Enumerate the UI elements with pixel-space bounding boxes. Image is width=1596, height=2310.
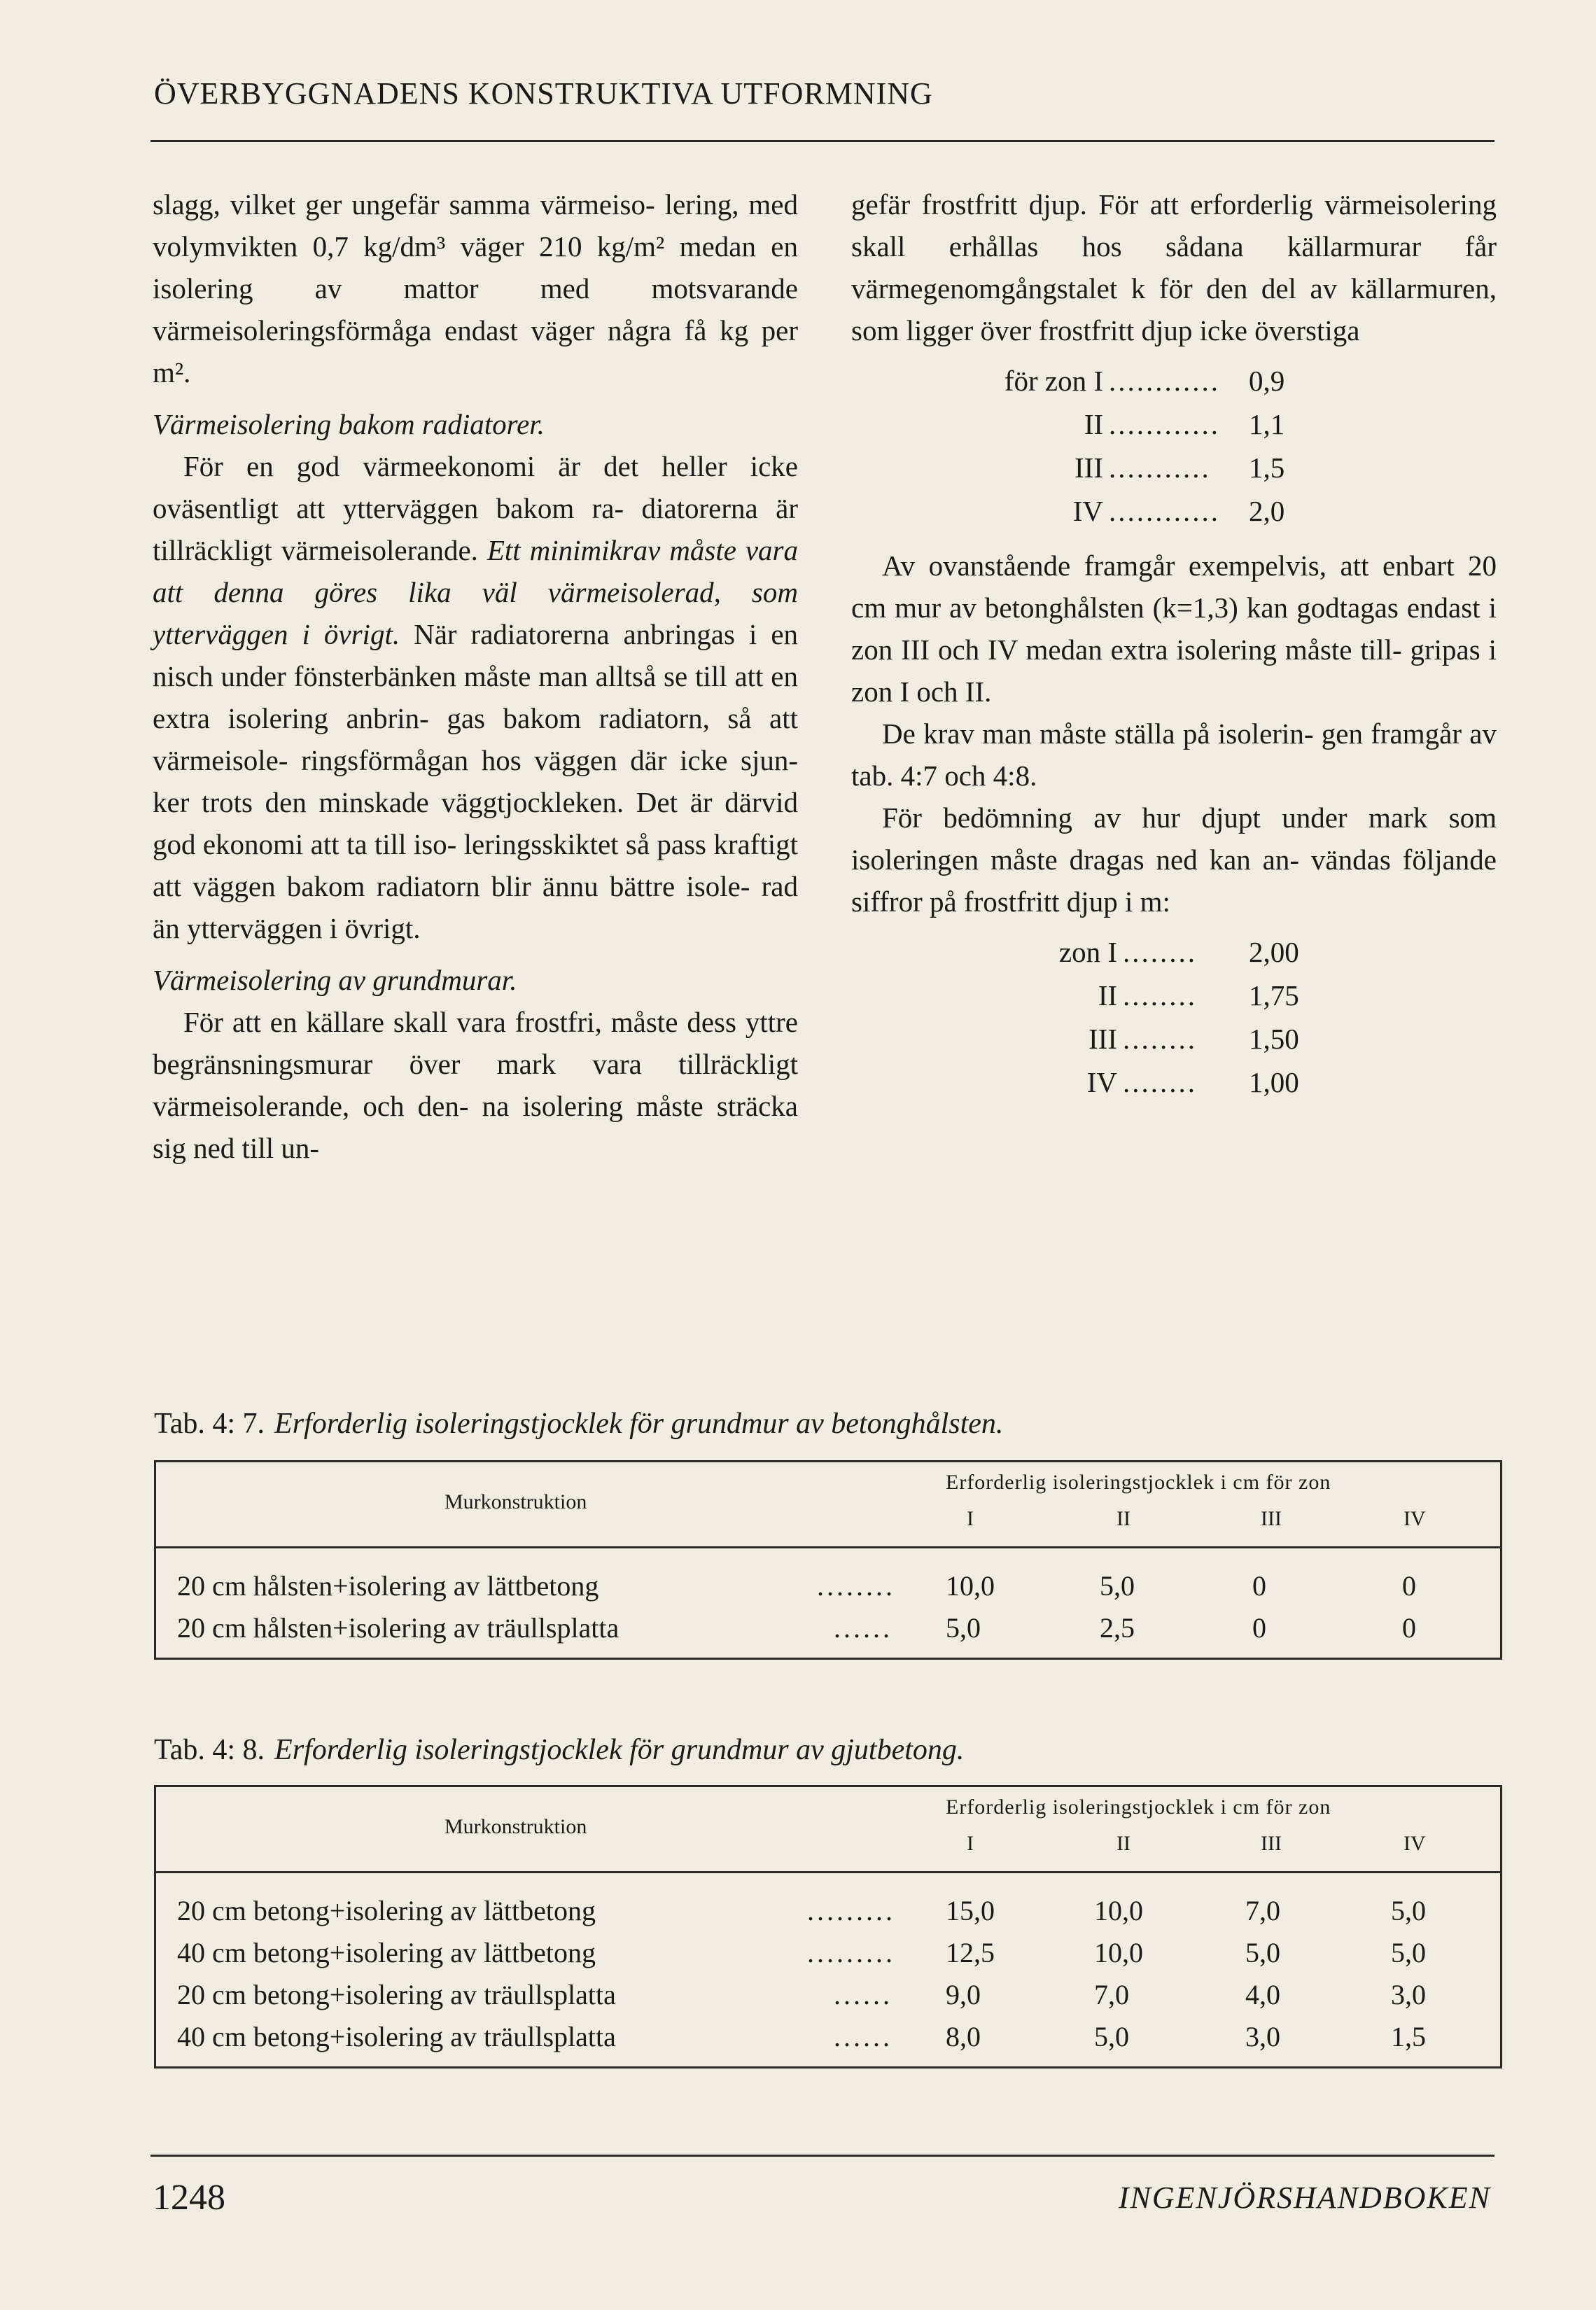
table-cell: 10,0 [1094, 1895, 1143, 1926]
table-number: Tab. 4: 8. [154, 1734, 265, 1766]
zone-header: I [967, 1507, 974, 1530]
column-header: Murkonstruktion [444, 1815, 587, 1838]
zone-label: III [1074, 451, 1103, 484]
paragraph: slagg, vilket ger ungefär samma värmeiso- lering, med volymvikten 0,7 kg/dm³ väger 210 kg/m² medan en isolering av mattor med motsvarande värmeisoleringsförmåga endast väger några få kg per m². [153, 188, 798, 388]
list-item [851, 490, 1497, 533]
zone-header: I [967, 1832, 974, 1855]
leader-dots: ...... [834, 2021, 892, 2052]
leader-dots: ........ [1123, 979, 1197, 1011]
table-cell: 0 [1402, 1570, 1416, 1602]
group-header: Erforderlig isoleringstjocklek i cm för zon [946, 1471, 1331, 1494]
section-heading: Värmeisolering bakom radiatorer. [153, 408, 545, 440]
zone-value: 1,75 [1249, 979, 1299, 1011]
group-header: Erforderlig isoleringstjocklek i cm för zon [946, 1795, 1331, 1819]
zone-value: 1,00 [1249, 1066, 1299, 1098]
right-column [851, 183, 1497, 1116]
zone-value: 2,00 [1249, 936, 1299, 968]
leader-dots: ........ [1123, 936, 1197, 968]
table-row [156, 1932, 1500, 1974]
zone-label: IV [1072, 495, 1103, 527]
list-item [851, 360, 1497, 403]
zone-label: III [1088, 1023, 1117, 1055]
table-cell: 5,0 [1100, 1570, 1135, 1602]
zone-header: III [1261, 1832, 1282, 1855]
zone-value: 1,1 [1249, 408, 1285, 440]
zone-label: II [1084, 408, 1103, 440]
table-cell: 5,0 [1391, 1895, 1426, 1926]
text-run: När radiatorerna anbringas i en nisch under fönsterbänken måste man alltså se till att en extra isolering anbrin- gas bakom radiatorn, så att värmeisole- ringsförmågan hos väggen där icke sjun- ker trots den minskade väggtjockleken. Det är därvid god ekonomi att ta till iso- leringsskiktet så pass kraftigt att väggen bakom radiatorn blir ännu bättre isole- rad än ytterväggen i övrigt. [153, 618, 799, 944]
zone-value: 0,9 [1249, 365, 1285, 397]
table-cell: 12,5 [946, 1937, 995, 1968]
leader-dots: ............ [1109, 365, 1220, 397]
column-header: Murkonstruktion [444, 1490, 587, 1513]
zone-header: IV [1404, 1832, 1426, 1855]
table-row [156, 2016, 1500, 2058]
table-number: Tab. 4: 7. [154, 1408, 265, 1440]
zone-header: II [1116, 1832, 1130, 1855]
table-cell: 3,0 [1245, 2021, 1280, 2052]
table-title: Erforderlig isoleringstjocklek för grundmur av betonghålsten. [274, 1408, 1004, 1440]
zone-label: zon I [1058, 936, 1117, 968]
table-body [156, 1873, 1500, 2066]
table-cell: 1,5 [1391, 2021, 1426, 2052]
list-item [851, 1018, 1497, 1061]
list-item [851, 931, 1497, 974]
table-cell: 0 [1252, 1570, 1266, 1602]
frost-depth-list [851, 931, 1497, 1105]
table-cell: 10,0 [946, 1570, 995, 1602]
table-header [156, 1462, 1500, 1548]
row-description: 20 cm hålsten+isolering av träullsplatta [177, 1612, 620, 1644]
table-row [156, 1565, 1500, 1607]
zone-label: för zon I [1004, 365, 1103, 397]
table-cell: 5,0 [1391, 1937, 1426, 1968]
header-rule [150, 140, 1494, 142]
table-row [156, 1890, 1500, 1932]
list-item [851, 403, 1497, 447]
paragraph: För att en källare skall vara frostfri, måste dess yttre begränsningsmurar över mark vara tillräckligt värmeisolerande, och den- na isolering måste sträcka sig ned till un- [153, 1006, 798, 1164]
table-cell: 2,5 [1100, 1612, 1135, 1644]
list-item [851, 447, 1497, 490]
row-description: 20 cm hålsten+isolering av lättbetong [177, 1570, 599, 1602]
table-row [156, 1607, 1500, 1649]
table-cell: 10,0 [1094, 1937, 1143, 1968]
table-cell: 15,0 [946, 1895, 995, 1926]
row-description: 20 cm betong+isolering av lättbetong [177, 1895, 596, 1926]
table-title: Erforderlig isoleringstjocklek för grundmur av gjutbetong. [274, 1734, 965, 1766]
list-item [851, 974, 1497, 1018]
book-title: INGENJÖRSHANDBOKEN [1118, 2180, 1491, 2215]
table-cell: 7,0 [1245, 1895, 1280, 1926]
table-caption [154, 1407, 1003, 1441]
table-cell: 7,0 [1094, 1979, 1129, 2010]
table-row [156, 1974, 1500, 2016]
table-cell: 0 [1252, 1612, 1266, 1644]
leader-dots: ........ [817, 1570, 895, 1602]
row-description: 20 cm betong+isolering av träullsplatta [177, 1979, 616, 2010]
zone-header: III [1261, 1507, 1282, 1530]
table-header [156, 1787, 1500, 1873]
zone-value: 1,5 [1249, 451, 1285, 484]
table-cell: 0 [1402, 1612, 1416, 1644]
list-item [851, 1061, 1497, 1105]
k-value-list [851, 360, 1497, 533]
leader-dots: ......... [807, 1937, 895, 1968]
row-description: 40 cm betong+isolering av lättbetong [177, 1937, 596, 1968]
running-head: ÖVERBYGGNADENS KONSTRUKTIVA UTFORMNING [154, 76, 933, 111]
paragraph [153, 445, 798, 949]
insulation-table-hollow-block [154, 1460, 1502, 1660]
zone-value: 1,50 [1249, 1023, 1299, 1055]
paragraph: De krav man måste ställa på isolerin- gen framgår av tab. 4:7 och 4:8. [851, 718, 1497, 792]
page-number: 1248 [153, 2178, 225, 2218]
zone-value: 2,0 [1249, 495, 1285, 527]
table-cell: 3,0 [1391, 1979, 1426, 2010]
paragraph: gefär frostfritt djup. För att erforderlig värmeisolering skall erhållas hos sådana källarmurar får värmegenomgångstalet k för den del av källarmuren, som ligger över frostfritt djup icke överstiga [851, 188, 1497, 346]
table-cell: 5,0 [1094, 2021, 1129, 2052]
left-column [153, 183, 798, 1169]
row-description: 40 cm betong+isolering av träullsplatta [177, 2021, 616, 2052]
insulation-table-cast-concrete [154, 1785, 1502, 2068]
table-cell: 5,0 [1245, 1937, 1280, 1968]
zone-header: IV [1404, 1507, 1426, 1530]
leader-dots: ............ [1109, 495, 1220, 527]
leader-dots: ............ [1109, 408, 1220, 440]
zone-header: II [1116, 1507, 1130, 1530]
leader-dots: ........... [1109, 451, 1211, 484]
emphasis-text: Ett minimikrav måste vara att denna göres lika väl värmeisolerad, som ytterväggen i övrigt. [153, 534, 798, 650]
table-caption [154, 1733, 964, 1767]
paragraph: För bedömning av hur djupt under mark som isoleringen måste dragas ned kan an- vändas följande siffror på frostfritt djup i m: [851, 802, 1497, 918]
text-run: För en god värmeekonomi är det heller icke oväsentligt att ytterväggen bakom ra- diatorerna är tillräckligt värmeisolerande. [153, 450, 798, 566]
table-body [156, 1548, 1500, 1658]
section-heading: Värmeisolering av grundmurar. [153, 964, 517, 996]
table-cell: 9,0 [946, 1979, 981, 2010]
zone-label: II [1098, 979, 1117, 1011]
leader-dots: ......... [807, 1895, 895, 1926]
table-cell: 4,0 [1245, 1979, 1280, 2010]
leader-dots: ........ [1123, 1023, 1197, 1055]
paragraph: Av ovanstående framgår exempelvis, att enbart 20 cm mur av betonghålsten (k=1,3) kan godtagas endast i zon III och IV medan extra isolering måste till- gripas i zon I och II. [851, 550, 1497, 708]
table-cell: 5,0 [946, 1612, 981, 1644]
leader-dots: ........ [1123, 1066, 1197, 1098]
leader-dots: ...... [834, 1612, 892, 1644]
zone-label: IV [1086, 1066, 1117, 1098]
footer-rule [150, 2155, 1494, 2157]
leader-dots: ...... [834, 1979, 892, 2010]
table-cell: 8,0 [946, 2021, 981, 2052]
